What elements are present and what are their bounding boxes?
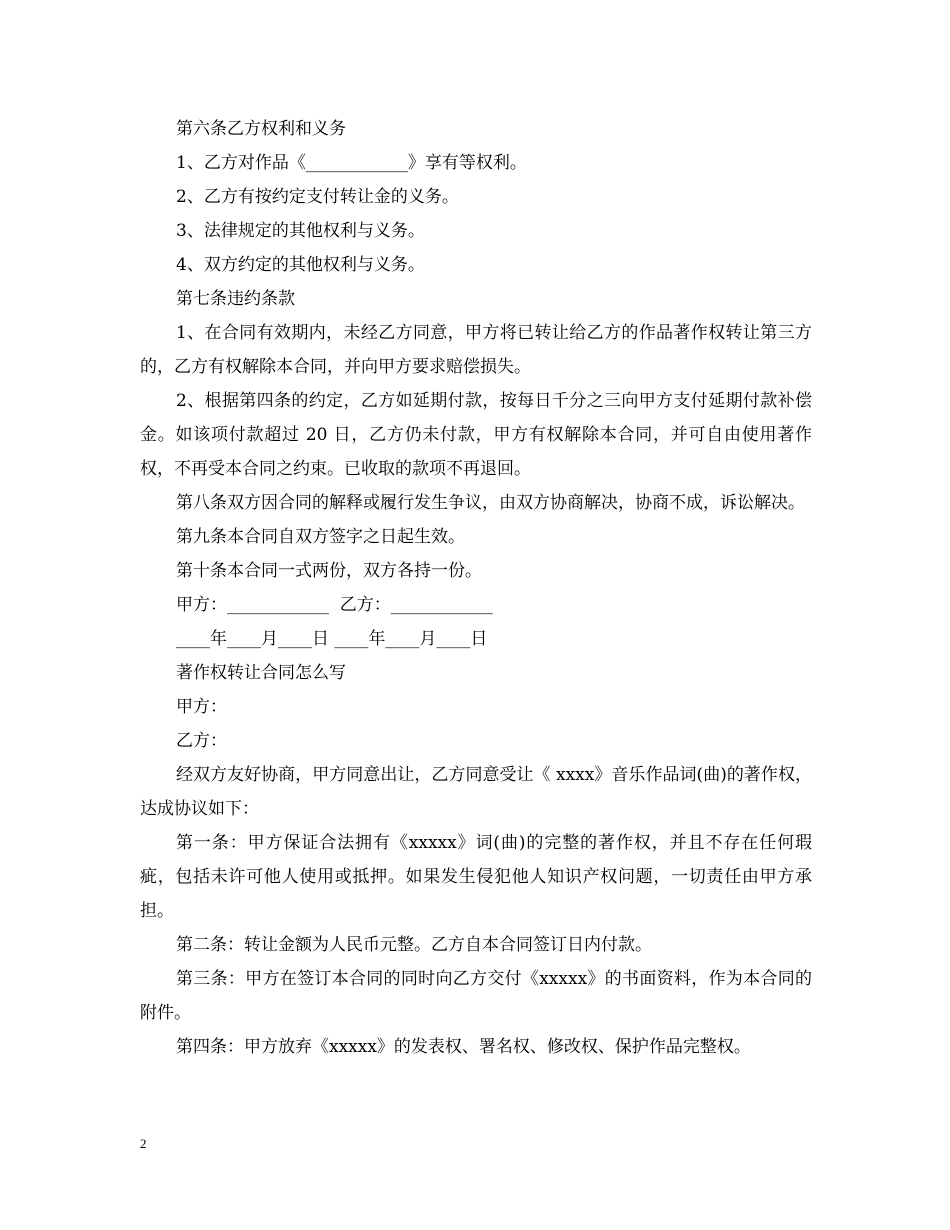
clause-paragraph: 2、乙方有按约定支付转让金的义务。 xyxy=(176,187,459,207)
clause-paragraph: 4、双方约定的其他权利与义务。 xyxy=(176,255,425,275)
article-8-paragraph: 第八条双方因合同的解释或履行发生争议，由双方协商解决，协商不成，诉讼解决。 xyxy=(176,493,805,513)
page-number: 2 xyxy=(140,1136,147,1151)
clause-paragraph: 2、根据第四条的约定，乙方如延期付款，按每日千分之三向甲方支付延期付款补偿金。如该项付款超过 20 日，乙方仍未付款，甲方有权解除本合同，并可自由使用著作权，不再受本合同之约束。已收取的款项不再退回。 xyxy=(140,391,812,479)
clause-paragraph: 3、法律规定的其他权利与义务。 xyxy=(176,221,425,241)
clause-paragraph: 1、在合同有效期内，未经乙方同意，甲方将已转让给乙方的作品著作权转让第三方的，乙方有权解除本合同，并向甲方要求赔偿损失。 xyxy=(140,323,812,377)
signature-line: 甲方：____________ 乙方：____________ xyxy=(176,595,493,615)
clause-4-paragraph: 第四条：甲方放弃《xxxxx》的发表权、署名权、修改权、保护作品完整权。 xyxy=(176,1037,751,1057)
clause-paragraph: 1、乙方对作品《____________》享有等权利。 xyxy=(176,153,527,173)
document-page xyxy=(140,112,812,1064)
party-b-label: 乙方： xyxy=(176,731,227,751)
party-a-label: 甲方： xyxy=(176,697,227,717)
article-10-paragraph: 第十条本合同一式两份，双方各持一份。 xyxy=(176,561,482,581)
section-heading-article-7: 第七条违约条款 xyxy=(176,289,295,309)
section-title: 著作权转让合同怎么写 xyxy=(176,663,346,683)
section-heading-article-6: 第六条乙方权利和义务 xyxy=(176,119,346,139)
article-9-paragraph: 第九条本合同自双方签字之日起生效。 xyxy=(176,527,465,547)
clause-1-paragraph: 第一条：甲方保证合法拥有《xxxxx》词(曲)的完整的著作权，并且不存在任何瑕疵，包括未许可他人使用或抵押。如果发生侵犯他人知识产权问题，一切责任由甲方承担。 xyxy=(140,833,812,921)
date-line: ____年____月____日 ____年____月____日 xyxy=(176,629,488,649)
intro-paragraph: 经双方友好协商，甲方同意出让，乙方同意受让《 xxxx》音乐作品词(曲)的著作权，达成协议如下： xyxy=(140,765,812,819)
clause-3-paragraph: 第三条：甲方在签订本合同的同时向乙方交付《xxxxx》的书面资料，作为本合同的附件。 xyxy=(140,969,812,1023)
clause-2-paragraph: 第二条：转让金额为人民币元整。乙方自本合同签订日内付款。 xyxy=(176,935,652,955)
